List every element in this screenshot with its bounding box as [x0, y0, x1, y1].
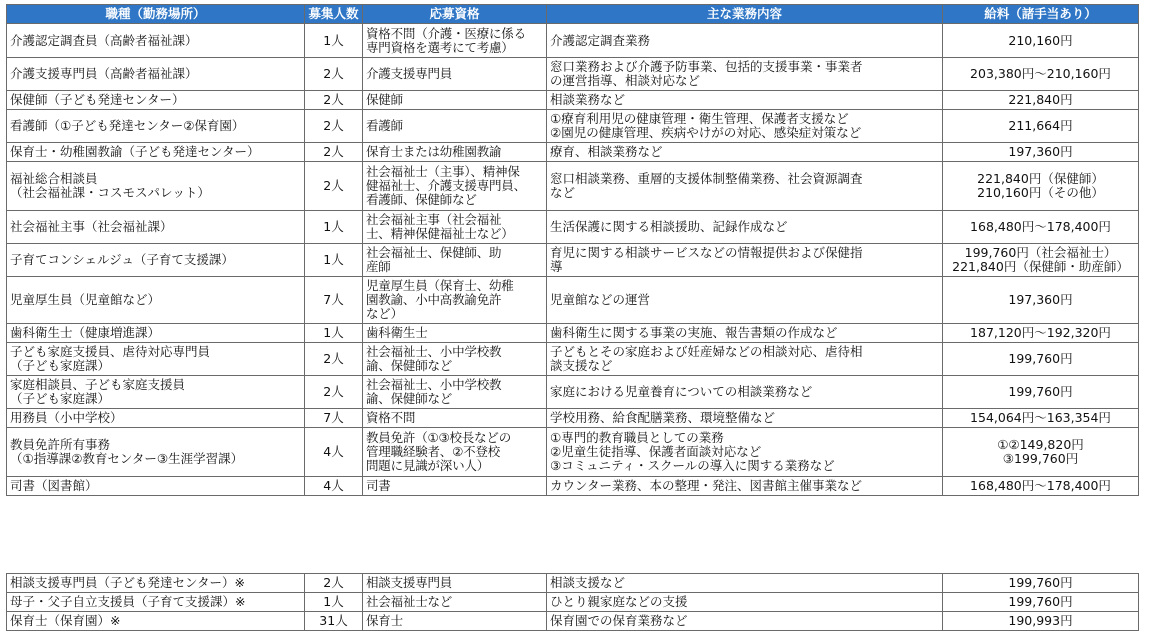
job-title-cell — [7, 409, 305, 428]
cell-text-line: 介護支援専門員（高齢者福祉課） — [10, 66, 198, 81]
cell-text-line: 諭、保健師など — [366, 391, 453, 406]
cell-text-line: 歯科衛生に関する事業の実施、報告書類の作成など — [550, 325, 838, 340]
salary-cell — [943, 343, 1139, 376]
cell-text-line: 保健師（子ども発達センター） — [10, 92, 185, 107]
qualification-cell — [363, 593, 547, 612]
job-title-cell — [7, 244, 305, 277]
job-title-cell — [7, 376, 305, 409]
recruit-count-cell: 1人 — [305, 24, 363, 58]
cell-text-line: 歯科衛生士（健康増進課） — [10, 325, 161, 340]
qualification-cell — [363, 162, 547, 211]
recruit-count-cell: 2人 — [305, 110, 363, 143]
cell-text-line: 看護師（①子ども発達センター②保育園） — [10, 118, 245, 133]
cell-text-line: 社会福祉士など — [366, 594, 453, 609]
job-title-cell — [7, 343, 305, 376]
salary-cell — [943, 211, 1139, 244]
job-title-cell — [7, 211, 305, 244]
cell-text-line: 歯科衛生士 — [366, 325, 428, 340]
cell-text-line: （①指導課②教育センター③生涯学習課） — [10, 451, 244, 466]
cell-text-line: 生活保護に関する相談援助、記録作成など — [550, 219, 788, 234]
cell-text-line: 介護支援専門員 — [366, 66, 453, 81]
cell-text-line: ①療育利用児の健康管理・衛生管理、保護者支援など — [550, 111, 849, 126]
cell-text-line: 資格不問（介護・医療に係る — [366, 25, 526, 41]
duties-cell — [547, 428, 943, 477]
duties-cell — [547, 593, 943, 612]
job-title-cell — [7, 593, 305, 612]
duties-cell — [547, 477, 943, 496]
cell-text-line: 199,760円 — [1008, 384, 1073, 399]
cell-text-line: 203,380円～210,160円 — [970, 66, 1111, 81]
cell-text-line: カウンター業務、本の整理・発注、図書館主催事業など — [550, 478, 863, 493]
qualification-cell — [363, 409, 547, 428]
recruit-count-cell: 1人 — [305, 244, 363, 277]
table-row — [7, 244, 1139, 277]
cell-text-line: 導 — [550, 259, 563, 274]
table-header-row — [7, 5, 1139, 24]
cell-text-line: 社会福祉主事（社会福祉課） — [10, 219, 173, 234]
table-row — [7, 612, 1139, 631]
job-title-cell — [7, 324, 305, 343]
qualification-cell — [363, 24, 547, 58]
salary-cell — [943, 277, 1139, 324]
cell-text-line: 社会福祉士、保健師、助 — [366, 245, 502, 260]
cell-text-line: 相談支援専門員（子ども発達センター）※ — [10, 575, 245, 590]
cell-text-line: 相談業務など — [550, 92, 626, 107]
table-row — [7, 574, 1139, 593]
salary-cell — [943, 244, 1139, 277]
cell-text-line: 社会福祉士、小中学校教 — [366, 344, 502, 359]
job-title-cell — [7, 612, 305, 631]
salary-cell — [943, 574, 1139, 593]
cell-text-line: 介護認定調査業務 — [550, 32, 651, 48]
job-title-cell — [7, 162, 305, 211]
salary-cell — [943, 58, 1139, 91]
cell-text-line: 子育てコンシェルジュ（子育て支援課） — [10, 252, 234, 267]
cell-text-line: 療育、相談業務など — [550, 144, 663, 159]
duties-cell — [547, 162, 943, 211]
cell-text-line: 197,360円 — [1008, 292, 1073, 307]
qualification-cell — [363, 143, 547, 162]
table-row — [7, 162, 1139, 211]
salary-cell — [943, 324, 1139, 343]
header-salary: 給料（諸手当あり） — [943, 5, 1139, 24]
table-row — [7, 409, 1139, 428]
cell-text-line: ①専門的教育職員としての業務 — [550, 430, 724, 445]
cell-text-line: 相談支援専門員 — [366, 575, 453, 590]
duties-cell — [547, 324, 943, 343]
salary-cell — [943, 593, 1139, 612]
cell-text-line: 児童厚生員（保育士、幼稚 — [366, 278, 514, 293]
cell-text-line: 家庭における児童養育についての相談業務など — [550, 384, 813, 399]
cell-text-line: 211,664円 — [1008, 118, 1073, 133]
cell-text-line: 学校用務、給食配膳業務、環境整備など — [550, 410, 776, 425]
recruit-count-cell: 2人 — [305, 91, 363, 110]
recruit-count-cell: 4人 — [305, 428, 363, 477]
cell-text-line: ①②149,820円 — [997, 437, 1084, 452]
cell-text-line: 保育士または幼稚園教諭 — [366, 144, 502, 159]
cell-text-line: 管理職経験者、②不登校 — [366, 444, 501, 459]
table-row — [7, 24, 1139, 58]
salary-cell — [943, 91, 1139, 110]
job-title-cell — [7, 277, 305, 324]
duties-cell — [547, 376, 943, 409]
cell-text-line: 問題に見識が深い人） — [366, 458, 490, 473]
cell-text-line: ③199,760円 — [1002, 451, 1079, 466]
cell-text-line: 187,120円～192,320円 — [970, 325, 1111, 340]
table-row — [7, 143, 1139, 162]
cell-text-line: 専門資格を選考にて考慮） — [366, 39, 514, 55]
table-row — [7, 211, 1139, 244]
cell-text-line: 教員免許（①③校長などの — [366, 430, 512, 445]
cell-text-line: 教員免許所有事務 — [10, 437, 111, 452]
salary-cell — [943, 612, 1139, 631]
cell-text-line: 健福祉士、介護支援専門員、 — [366, 178, 526, 193]
cell-text-line: ②園児の健康管理、疾病やけがの対応、感染症対策など — [550, 125, 862, 140]
qualification-cell — [363, 91, 547, 110]
recruit-count-cell: 1人 — [305, 211, 363, 244]
recruit-count-cell: 4人 — [305, 477, 363, 496]
table-row — [7, 343, 1139, 376]
duties-cell — [547, 409, 943, 428]
salary-cell — [943, 110, 1139, 143]
cell-text-line: 210,160円 — [1008, 32, 1073, 48]
cell-text-line: 社会福祉主事（社会福祉 — [366, 212, 502, 227]
cell-text-line: 窓口業務および介護予防事業、包括的支援事業・事業者 — [550, 59, 863, 74]
cell-text-line: （子ども家庭課） — [10, 391, 111, 406]
table-row — [7, 58, 1139, 91]
salary-cell — [943, 428, 1139, 477]
cell-text-line: 児童館などの運営 — [550, 292, 651, 307]
qualification-cell — [363, 58, 547, 91]
cell-text-line: 用務員（小中学校） — [10, 410, 123, 425]
cell-text-line: 保健師 — [366, 92, 403, 107]
cell-text-line: 母子・父子自立支援員（子育て支援課）※ — [10, 594, 246, 609]
cell-text-line: など） — [366, 306, 403, 321]
table-row — [7, 593, 1139, 612]
cell-text-line: 士、精神保健福祉士など） — [366, 226, 514, 241]
recruit-count-cell: 7人 — [305, 277, 363, 324]
additional-recruitment-table — [6, 573, 1139, 631]
cell-text-line: 相談支援など — [550, 575, 626, 590]
cell-text-line: 154,064円～163,354円 — [970, 410, 1111, 425]
recruit-count-cell: 2人 — [305, 343, 363, 376]
table-row — [7, 277, 1139, 324]
salary-cell — [943, 409, 1139, 428]
duties-cell — [547, 58, 943, 91]
duties-cell — [547, 277, 943, 324]
table-row — [7, 428, 1139, 477]
cell-text-line: 子どもとその家庭および妊産婦などの相談対応、虐待相 — [550, 344, 863, 359]
cell-text-line: の運営指導、相談対応など — [550, 73, 701, 88]
cell-text-line: 園教諭、小中高教諭免許 — [366, 292, 502, 307]
cell-text-line: 221,840円（保健師・助産師） — [952, 259, 1129, 274]
qualification-cell — [363, 211, 547, 244]
job-title-cell — [7, 574, 305, 593]
duties-cell — [547, 91, 943, 110]
salary-cell — [943, 477, 1139, 496]
salary-cell — [943, 376, 1139, 409]
duties-cell — [547, 211, 943, 244]
table-row — [7, 91, 1139, 110]
duties-cell — [547, 143, 943, 162]
cell-text-line: 窓口相談業務、重層的支援体制整備業務、社会資源調査 — [550, 171, 863, 186]
cell-text-line: （社会福祉課・コスモスパレット） — [10, 185, 210, 200]
recruit-count-cell: 2人 — [305, 574, 363, 593]
cell-text-line: 産師 — [366, 259, 391, 274]
qualification-cell — [363, 324, 547, 343]
job-title-cell — [7, 477, 305, 496]
cell-text-line: 保育士 — [366, 613, 403, 628]
cell-text-line: 福祉総合相談員 — [10, 171, 98, 186]
cell-text-line: 資格不問 — [366, 410, 416, 425]
cell-text-line: 199,760円 — [1008, 351, 1073, 366]
recruit-count-cell: 7人 — [305, 409, 363, 428]
cell-text-line: など — [550, 185, 576, 200]
cell-text-line: 210,160円（その他） — [977, 185, 1104, 200]
cell-text-line: 221,840円 — [1008, 92, 1073, 107]
recruit-count-cell: 2人 — [305, 143, 363, 162]
cell-text-line: 199,760円（社会福祉士） — [964, 245, 1117, 260]
table-row — [7, 110, 1139, 143]
recruit-count-cell: 2人 — [305, 58, 363, 91]
duties-cell — [547, 343, 943, 376]
qualification-cell — [363, 376, 547, 409]
recruit-count-cell: 2人 — [305, 376, 363, 409]
cell-text-line: ③コミュニティ・スクールの導入に関する業務など — [550, 458, 835, 473]
cell-text-line: 保育園での保育業務など — [550, 613, 688, 628]
duties-cell — [547, 574, 943, 593]
cell-text-line: 家庭相談員、子ども家庭支援員 — [10, 377, 186, 392]
cell-text-line: 看護師 — [366, 118, 403, 133]
cell-text-line: 168,480円～178,400円 — [970, 478, 1111, 493]
qualification-cell — [363, 574, 547, 593]
cell-text-line: 談支援など — [550, 358, 613, 373]
cell-text-line: 保育士（保育園）※ — [10, 613, 121, 628]
salary-cell — [943, 24, 1139, 58]
cell-text-line: 199,760円 — [1008, 575, 1073, 590]
header-job: 職種（勤務場所） — [7, 5, 305, 24]
cell-text-line: 保育士・幼稚園教諭（子ども発達センター） — [10, 144, 260, 159]
table-row — [7, 324, 1139, 343]
cell-text-line: 看護師、保健師など — [366, 192, 477, 207]
cell-text-line: 221,840円（保健師） — [977, 171, 1104, 186]
job-title-cell — [7, 24, 305, 58]
cell-text-line: 司書 — [366, 478, 391, 493]
job-title-cell — [7, 428, 305, 477]
qualification-cell — [363, 343, 547, 376]
qualification-cell — [363, 244, 547, 277]
recruit-count-cell: 1人 — [305, 593, 363, 612]
recruitment-table — [6, 4, 1139, 496]
table-row — [7, 376, 1139, 409]
cell-text-line: 子ども家庭支援員、虐待対応専門員 — [10, 344, 211, 359]
job-title-cell — [7, 58, 305, 91]
cell-text-line: 諭、保健師など — [366, 358, 453, 373]
duties-cell — [547, 244, 943, 277]
cell-text-line: （子ども家庭課） — [10, 358, 111, 373]
qualification-cell — [363, 477, 547, 496]
header-duties: 主な業務内容 — [547, 5, 943, 24]
duties-cell — [547, 612, 943, 631]
recruit-count-cell: 2人 — [305, 162, 363, 211]
cell-text-line: 190,993円 — [1008, 613, 1073, 628]
job-title-cell — [7, 91, 305, 110]
table-row — [7, 477, 1139, 496]
salary-cell — [943, 143, 1139, 162]
qualification-cell — [363, 277, 547, 324]
cell-text-line: 199,760円 — [1008, 594, 1073, 609]
salary-cell — [943, 162, 1139, 211]
qualification-cell — [363, 428, 547, 477]
cell-text-line: 介護認定調査員（高齢者福祉課） — [10, 32, 198, 48]
cell-text-line: 児童厚生員（児童館など） — [10, 292, 161, 307]
cell-text-line: ひとり親家庭などの支援 — [550, 594, 688, 609]
cell-text-line: 168,480円～178,400円 — [970, 219, 1111, 234]
cell-text-line: 社会福祉士、小中学校教 — [366, 377, 502, 392]
cell-text-line: 司書（図書館） — [10, 478, 98, 493]
duties-cell — [547, 110, 943, 143]
qualification-cell — [363, 110, 547, 143]
cell-text-line: 197,360円 — [1008, 144, 1073, 159]
header-qualification: 応募資格 — [363, 5, 547, 24]
duties-cell — [547, 24, 943, 58]
cell-text-line: 社会福祉士（主事）、精神保 — [366, 164, 520, 179]
qualification-cell — [363, 612, 547, 631]
recruit-count-cell: 31人 — [305, 612, 363, 631]
job-title-cell — [7, 110, 305, 143]
cell-text-line: 育児に関する相談サービスなどの情報提供および保健指 — [550, 245, 863, 260]
job-title-cell — [7, 143, 305, 162]
header-count: 募集人数 — [305, 5, 363, 24]
cell-text-line: ②児童生徒指導、保護者面談対応など — [550, 444, 762, 459]
recruit-count-cell: 1人 — [305, 324, 363, 343]
